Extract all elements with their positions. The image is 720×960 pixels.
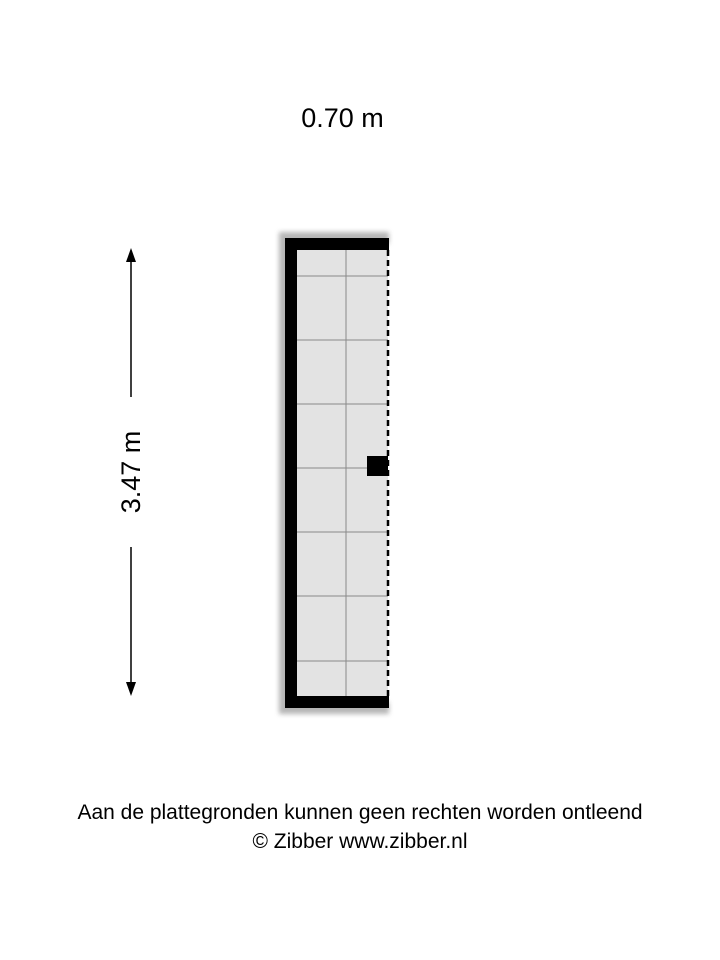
copyright-text: © Zibber www.zibber.nl bbox=[252, 830, 468, 853]
wall-top bbox=[285, 238, 389, 250]
footer bbox=[0, 798, 720, 856]
arrow-head-top-icon bbox=[126, 248, 136, 262]
column-block bbox=[367, 456, 388, 476]
wall-left bbox=[285, 238, 297, 708]
disclaimer-text: Aan de plattegronden kunnen geen rechten worden ontleend bbox=[77, 801, 643, 824]
arrow-head-bottom-icon bbox=[126, 682, 136, 696]
wall-bottom bbox=[285, 696, 389, 708]
width-dimension-label: 0.70 m bbox=[301, 103, 384, 133]
height-dimension-label: 3.47 m bbox=[113, 397, 149, 547]
